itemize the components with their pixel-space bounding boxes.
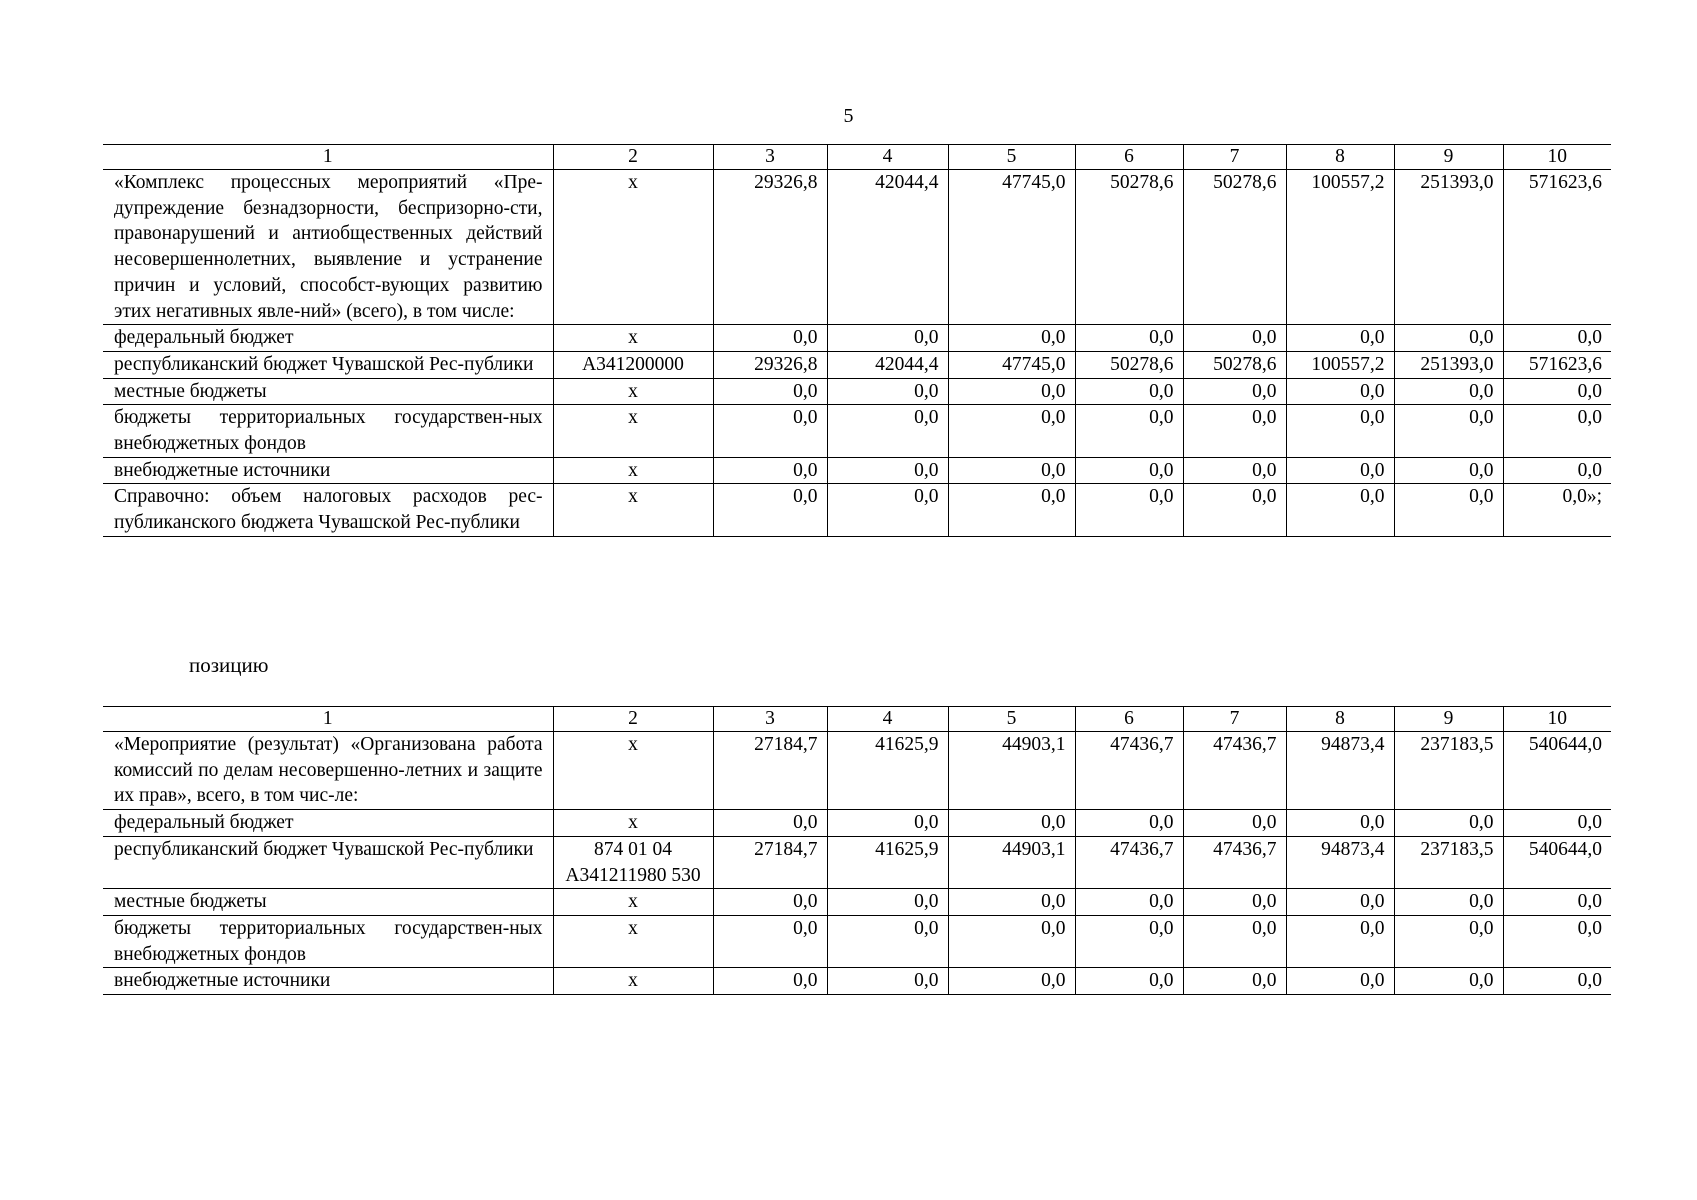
column-header: 3 xyxy=(713,707,827,732)
value-cell: 29326,8 xyxy=(713,351,827,378)
column-header: 5 xyxy=(948,707,1075,732)
value-cell: 0,0 xyxy=(1394,915,1503,967)
value-cell: 0,0 xyxy=(1075,968,1183,995)
value-cell: 0,0 xyxy=(713,405,827,457)
table-row xyxy=(103,405,1611,457)
value-cell: 0,0 xyxy=(1394,325,1503,352)
value-cell: 0,0 xyxy=(1286,889,1394,916)
value-cell: 100557,2 xyxy=(1286,351,1394,378)
value-cell: 94873,4 xyxy=(1286,836,1394,888)
value-cell: 0,0 xyxy=(948,484,1075,536)
value-cell: 47436,7 xyxy=(1075,732,1183,810)
value-cell: 0,0 xyxy=(1394,405,1503,457)
column-header: 8 xyxy=(1286,145,1394,170)
value-cell: 0,0 xyxy=(1394,889,1503,916)
table-header-row xyxy=(103,145,1611,170)
value-cell: 0,0 xyxy=(1503,325,1611,352)
row-label: местные бюджеты xyxy=(103,889,553,916)
value-cell: 0,0 xyxy=(827,484,948,536)
value-cell: 29326,8 xyxy=(713,170,827,325)
value-cell: 0,0 xyxy=(713,810,827,837)
column-header: 3 xyxy=(713,145,827,170)
value-cell: 41625,9 xyxy=(827,836,948,888)
budget-code: x xyxy=(553,325,713,352)
column-header: 7 xyxy=(1183,145,1286,170)
value-cell: 0,0 xyxy=(1075,457,1183,484)
table-row xyxy=(103,457,1611,484)
page-number: 5 xyxy=(843,105,854,127)
value-cell: 0,0 xyxy=(1394,378,1503,405)
value-cell: 0,0 xyxy=(827,405,948,457)
value-cell: 0,0 xyxy=(1075,915,1183,967)
value-cell: 0,0 xyxy=(827,457,948,484)
column-header: 1 xyxy=(103,145,553,170)
value-cell: 0,0 xyxy=(1183,457,1286,484)
value-cell: 47745,0 xyxy=(948,170,1075,325)
row-label: федеральный бюджет xyxy=(103,810,553,837)
table-row xyxy=(103,351,1611,378)
value-cell: 0,0 xyxy=(1286,968,1394,995)
column-header: 10 xyxy=(1503,707,1611,732)
value-cell: 0,0 xyxy=(1503,889,1611,916)
column-header: 4 xyxy=(827,145,948,170)
row-label: «Комплекс процессных мероприятий «Пре-дупреждение безнадзорности, беспризорно-сти, правонарушений и антиобщественных действий несовершеннолетних, выявление и устранение причин и условий, способст-вующих развитию этих негативных явле-ний» (всего), в том числе: xyxy=(103,170,553,325)
table-row xyxy=(103,732,1611,810)
row-label: федеральный бюджет xyxy=(103,325,553,352)
value-cell: 44903,1 xyxy=(948,732,1075,810)
budget-code: x xyxy=(553,405,713,457)
budget-code: x xyxy=(553,170,713,325)
value-cell: 0,0 xyxy=(1286,915,1394,967)
table-header-row xyxy=(103,707,1611,732)
value-cell: 47436,7 xyxy=(1075,836,1183,888)
value-cell: 0,0 xyxy=(1503,915,1611,967)
value-cell: 0,0 xyxy=(1183,484,1286,536)
budget-code: x xyxy=(553,810,713,837)
column-header: 7 xyxy=(1183,707,1286,732)
table-row xyxy=(103,915,1611,967)
value-cell: 237183,5 xyxy=(1394,732,1503,810)
table-row xyxy=(103,484,1611,536)
column-header: 1 xyxy=(103,707,553,732)
value-cell: 0,0 xyxy=(827,968,948,995)
value-cell: 0,0 xyxy=(1075,378,1183,405)
value-cell: 27184,7 xyxy=(713,836,827,888)
column-header: 6 xyxy=(1075,145,1183,170)
value-cell: 571623,6 xyxy=(1503,351,1611,378)
value-cell: 0,0 xyxy=(1394,810,1503,837)
value-cell: 0,0 xyxy=(1394,457,1503,484)
column-header: 2 xyxy=(553,145,713,170)
column-header: 9 xyxy=(1394,145,1503,170)
table-row xyxy=(103,968,1611,995)
value-cell: 0,0 xyxy=(1075,810,1183,837)
value-cell: 42044,4 xyxy=(827,351,948,378)
value-cell: 0,0 xyxy=(713,915,827,967)
budget-code: x xyxy=(553,457,713,484)
row-label: «Мероприятие (результат) «Организована работа комиссий по делам несовершенно-летних и защите их прав», всего, в том чис-ле: xyxy=(103,732,553,810)
value-cell: 540644,0 xyxy=(1503,836,1611,888)
value-cell: 0,0 xyxy=(1503,810,1611,837)
row-label: Справочно: объем налоговых расходов рес-публиканского бюджета Чувашской Рес-публики xyxy=(103,484,553,536)
value-cell: 0,0 xyxy=(948,810,1075,837)
value-cell: 50278,6 xyxy=(1183,351,1286,378)
budget-code: x xyxy=(553,915,713,967)
row-label: республиканский бюджет Чувашской Рес-публики xyxy=(103,836,553,888)
row-label: бюджеты территориальных государствен-ных внебюджетных фондов xyxy=(103,915,553,967)
table-row xyxy=(103,325,1611,352)
value-cell: 0,0 xyxy=(1183,325,1286,352)
value-cell: 42044,4 xyxy=(827,170,948,325)
value-cell: 0,0 xyxy=(1503,378,1611,405)
budget-table-1 xyxy=(103,144,1611,537)
value-cell: 0,0 xyxy=(713,457,827,484)
value-cell: 0,0 xyxy=(1075,405,1183,457)
value-cell: 47745,0 xyxy=(948,351,1075,378)
value-cell: 0,0 xyxy=(948,405,1075,457)
value-cell: 0,0 xyxy=(1286,810,1394,837)
value-cell: 0,0 xyxy=(827,378,948,405)
column-header: 10 xyxy=(1503,145,1611,170)
value-cell: 0,0 xyxy=(948,968,1075,995)
value-cell: 0,0 xyxy=(713,325,827,352)
column-header: 8 xyxy=(1286,707,1394,732)
value-cell: 0,0 xyxy=(948,457,1075,484)
value-cell: 0,0 xyxy=(1503,457,1611,484)
budget-code: А341200000 xyxy=(553,351,713,378)
value-cell: 237183,5 xyxy=(1394,836,1503,888)
value-cell: 27184,7 xyxy=(713,732,827,810)
value-cell: 47436,7 xyxy=(1183,836,1286,888)
value-cell: 0,0 xyxy=(1183,889,1286,916)
column-header: 6 xyxy=(1075,707,1183,732)
budget-code: x xyxy=(553,378,713,405)
row-label: местные бюджеты xyxy=(103,378,553,405)
value-cell: 0,0 xyxy=(827,325,948,352)
value-cell: 0,0 xyxy=(1394,968,1503,995)
value-cell: 50278,6 xyxy=(1183,170,1286,325)
value-cell: 540644,0 xyxy=(1503,732,1611,810)
value-cell: 0,0 xyxy=(948,378,1075,405)
value-cell: 41625,9 xyxy=(827,732,948,810)
value-cell: 47436,7 xyxy=(1183,732,1286,810)
column-header: 2 xyxy=(553,707,713,732)
value-cell: 0,0 xyxy=(1286,405,1394,457)
column-header: 9 xyxy=(1394,707,1503,732)
value-cell: 50278,6 xyxy=(1075,351,1183,378)
row-label: республиканский бюджет Чувашской Рес-публики xyxy=(103,351,553,378)
row-label: внебюджетные источники xyxy=(103,968,553,995)
value-cell: 100557,2 xyxy=(1286,170,1394,325)
value-cell: 0,0 xyxy=(948,889,1075,916)
value-cell: 0,0 xyxy=(827,889,948,916)
budget-code: x xyxy=(553,968,713,995)
table-row xyxy=(103,378,1611,405)
value-cell: 0,0 xyxy=(1183,405,1286,457)
budget-code: 874 01 04 А341211980 530 xyxy=(553,836,713,888)
value-cell: 0,0 xyxy=(713,484,827,536)
value-cell: 0,0 xyxy=(1286,484,1394,536)
value-cell: 0,0 xyxy=(948,325,1075,352)
value-cell: 0,0 xyxy=(1286,457,1394,484)
value-cell: 0,0 xyxy=(1503,968,1611,995)
value-cell: 0,0 xyxy=(1394,484,1503,536)
value-cell: 0,0 xyxy=(1286,378,1394,405)
value-cell: 50278,6 xyxy=(1075,170,1183,325)
table-row xyxy=(103,170,1611,325)
value-cell: 251393,0 xyxy=(1394,170,1503,325)
value-cell: 0,0 xyxy=(1183,968,1286,995)
value-cell: 44903,1 xyxy=(948,836,1075,888)
value-cell: 0,0 xyxy=(713,968,827,995)
value-cell: 0,0 xyxy=(1075,325,1183,352)
value-cell: 0,0»; xyxy=(1503,484,1611,536)
value-cell: 0,0 xyxy=(1183,378,1286,405)
value-cell: 0,0 xyxy=(713,889,827,916)
value-cell: 0,0 xyxy=(713,378,827,405)
budget-code: x xyxy=(553,889,713,916)
column-header: 4 xyxy=(827,707,948,732)
value-cell: 0,0 xyxy=(827,915,948,967)
value-cell: 0,0 xyxy=(1183,915,1286,967)
budget-table-2 xyxy=(103,706,1611,995)
value-cell: 0,0 xyxy=(1075,889,1183,916)
interlude-text: позицию xyxy=(189,653,269,677)
row-label: внебюджетные источники xyxy=(103,457,553,484)
value-cell: 0,0 xyxy=(1183,810,1286,837)
column-header: 5 xyxy=(948,145,1075,170)
value-cell: 0,0 xyxy=(1503,405,1611,457)
row-label: бюджеты территориальных государствен-ных внебюджетных фондов xyxy=(103,405,553,457)
value-cell: 0,0 xyxy=(1286,325,1394,352)
table-row xyxy=(103,836,1611,888)
value-cell: 0,0 xyxy=(827,810,948,837)
table-row xyxy=(103,810,1611,837)
value-cell: 94873,4 xyxy=(1286,732,1394,810)
value-cell: 571623,6 xyxy=(1503,170,1611,325)
value-cell: 0,0 xyxy=(948,915,1075,967)
budget-code: x xyxy=(553,484,713,536)
table-row xyxy=(103,889,1611,916)
budget-code: x xyxy=(553,732,713,810)
value-cell: 0,0 xyxy=(1075,484,1183,536)
value-cell: 251393,0 xyxy=(1394,351,1503,378)
